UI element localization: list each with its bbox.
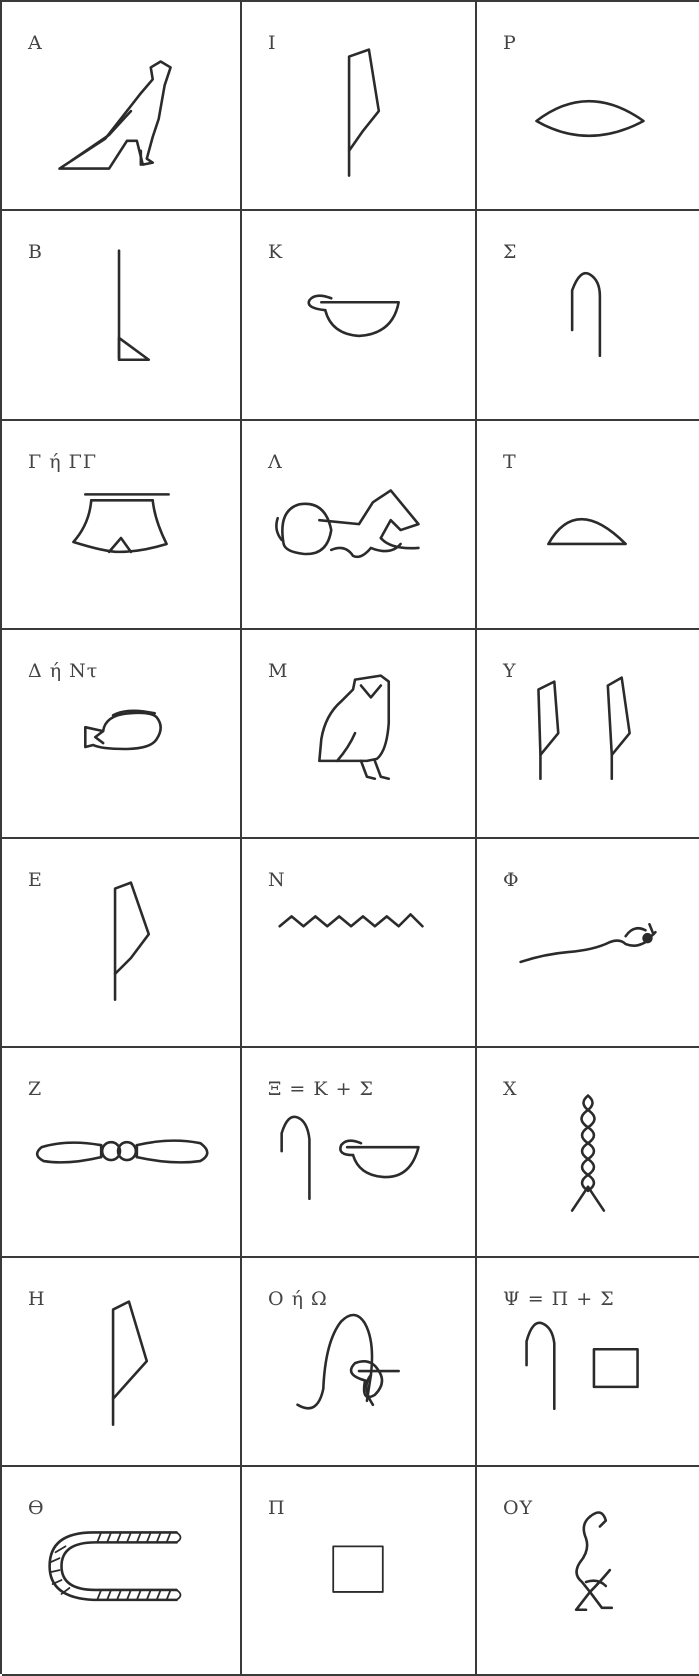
twisted-flax-icon [477,1048,699,1255]
cell-label: A [28,32,43,54]
cell-mu [242,630,477,839]
cell-k [242,211,477,420]
cell-label: Ι [268,32,277,54]
cell-a [2,2,242,211]
rope-lasso-icon [242,1258,475,1465]
cell-b [2,211,242,420]
cell-i [242,2,477,211]
cell-ou [477,1467,699,1676]
cell-xi [242,1048,477,1257]
cell-delta [2,630,242,839]
cell-label: Ψ = Π + Σ [503,1287,615,1310]
cell-tau [477,421,699,630]
cell-chi [477,1048,699,1257]
hand-icon [2,630,240,837]
cell-sigma [477,211,699,420]
cell-phi [477,839,699,1048]
cell-label: Β [28,241,43,264]
reed-leaf-icon [242,2,475,209]
cell-label: Λ [268,450,283,473]
folded-cloth-icon [477,211,699,418]
reed-leaf-icon [2,839,240,1046]
cell-label: Ρ [503,32,517,54]
cell-zeta [2,1048,242,1257]
cell-label: Δ ή Ντ [28,659,99,682]
cell-upsilon [477,630,699,839]
basket-with-handle-icon [242,211,475,418]
cell-label: Ο ή Ω [268,1287,328,1310]
mouth-icon [477,2,699,209]
cell-epsilon [2,839,242,1048]
jar-stand-icon [2,421,240,628]
cell-label: Τ [503,450,517,473]
double-reed-icon [477,630,699,837]
cell-theta [2,1467,242,1676]
cell-label: Ζ [28,1078,43,1101]
cell-nu [242,839,477,1048]
cloth-and-stool-icon [477,1258,699,1465]
cell-label: Υ [503,659,517,682]
cell-label: Ν [268,869,286,891]
vulture-icon [2,2,240,209]
cell-psi [477,1258,699,1467]
cell-rho [477,2,699,211]
owl-icon [242,630,475,837]
bread-loaf-icon [477,421,699,628]
horned-viper-icon [477,839,699,1046]
quail-chick-icon [477,1467,699,1674]
cell-label: Κ [268,241,284,264]
cell-label: Ξ = Κ + Σ [268,1078,374,1101]
foot-icon [2,211,240,418]
cell-pi [242,1467,477,1676]
cell-label: Μ [268,659,289,682]
door-bolt-icon [2,1048,240,1255]
cell-omicron [242,1258,477,1467]
water-ripple-icon [242,839,475,1046]
cell-gamma [2,421,242,630]
cell-label: Φ [503,869,520,891]
cloth-and-basket-icon [242,1048,475,1255]
cell-lambda [242,421,477,630]
tethering-rope-icon [2,1467,240,1674]
cell-eta [2,1258,242,1467]
cell-label: Χ [503,1078,518,1101]
cell-label: Γ ή ΓΓ [28,450,98,473]
stool-icon [242,1467,475,1674]
cell-label: ϴ [28,1496,45,1519]
reed-leaf-icon [2,1258,240,1465]
cell-label: ΟΥ [503,1496,534,1519]
cell-label: Η [28,1287,46,1310]
cell-label: Ε [28,869,43,891]
cell-label: Σ [503,241,518,264]
cell-label: Π [268,1496,286,1519]
lion-icon [242,421,475,628]
